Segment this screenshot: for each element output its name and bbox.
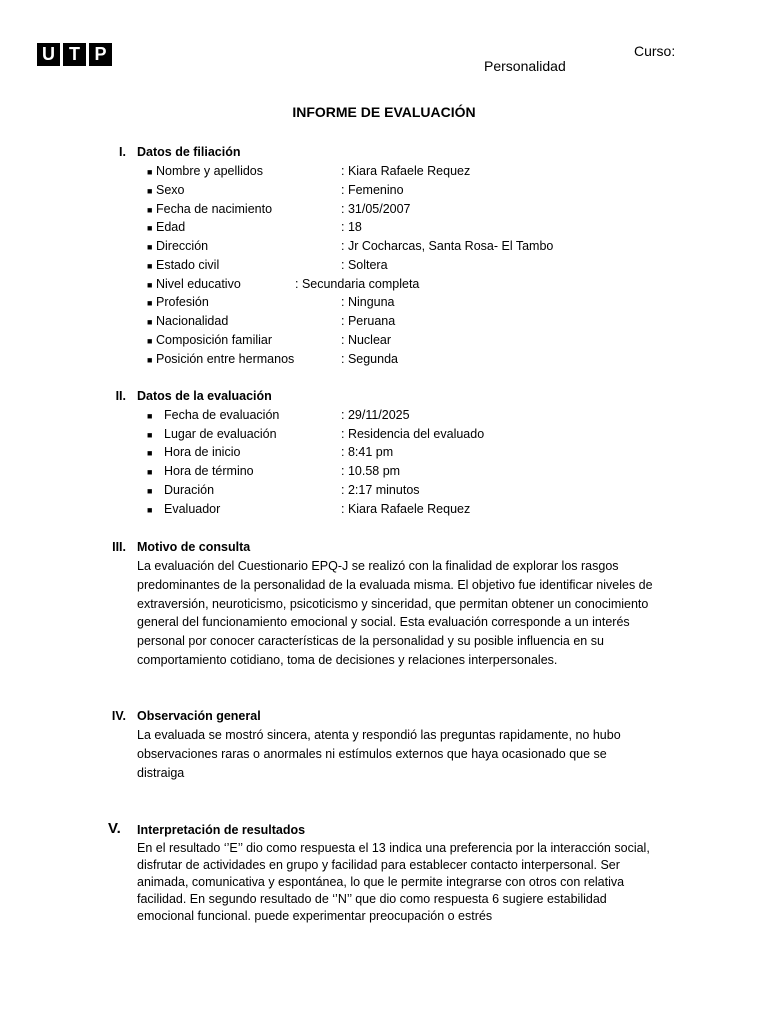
bullet-icon: ■ [147,242,153,252]
bullet-icon: ■ [147,205,153,215]
section-number: II. [115,389,126,403]
bullet-icon: ■ [147,186,153,196]
field-value: : 10.58 pm [341,464,401,478]
section-number: IV. [111,709,126,723]
section-number: I. [119,145,126,159]
bullet-icon: ■ [147,317,153,327]
bullet-icon: ■ [147,167,153,177]
bullet-icon: ■ [147,411,153,421]
field-value: : Ninguna [341,295,395,309]
field-label: Nombre y apellidos [156,164,263,178]
field-value: : Jr Cocharcas, Santa Rosa- El Tambo [341,239,554,253]
field-label: Dirección [156,239,209,253]
field-value: : 2:17 minutos [341,483,420,497]
field-label: Hora de inicio [164,445,241,459]
results-interpretation-text: En el resultado ‘’E’’ dio como respuesta el 13 indica una preferencia por la interacción social, disfrutar de actividades en grupo y facilidad para establecer contacto interpersonal. Ser animada, comunicativa y espontánea, lo que le permite integrarse con otros con relativa facilidad. En segundo resultado de ‘’N’’ que dio como respuesta 6 sugiere estabilidad emocional funcional. puede experimentar preocupación o estrés [137,841,650,923]
bullet-icon: ■ [147,467,153,477]
field-label: Fecha de evaluación [164,408,280,422]
field-value: : Secundaria completa [295,277,420,291]
general-observation-text: La evaluada se mostró sincera, atenta y respondió las preguntas rapidamente, no hubo observaciones raras o anormales ni estímulos externos que haya ocasionado que se distraiga [137,728,621,780]
bullet-icon: ■ [147,430,153,440]
field-value: : Soltera [341,258,388,272]
field-value: : 18 [341,220,362,234]
logo-letter: U [37,43,60,66]
section-title: Interpretación de resultados [137,823,306,837]
field-value: : 8:41 pm [341,445,394,459]
logo-letter: P [89,43,112,66]
bullet-icon: ■ [147,298,153,308]
section-title: Datos de la evaluación [137,389,272,403]
bullet-icon: ■ [147,223,153,233]
logo-letter: T [63,43,86,66]
field-value: : Segunda [341,352,398,366]
field-label: Fecha de nacimiento [156,202,273,216]
field-value: : Kiara Rafaele Requez [341,502,471,516]
field-label: Composición familiar [156,333,273,347]
field-label: Profesión [156,295,209,309]
bullet-icon: ■ [147,448,153,458]
section-title: Datos de filiación [137,145,241,159]
field-label: Nivel educativo [156,277,241,291]
section-number: V. [108,820,121,837]
field-label: Nacionalidad [156,314,229,328]
bullet-icon: ■ [147,336,153,346]
field-label: Edad [156,220,186,234]
consultation-reason-text: La evaluación del Cuestionario EPQ-J se realizó con la finalidad de explorar los rasgos predominantes de la personalidad de la evaluada misma. El objetivo fue identificar niveles de extraversión, neuroticismo, psicoticismo y sinceridad, que permitan obtener un conocimiento general del funcionamiento emocional y social. Esta evaluación corresponde a un interés personal por conocer características de la personalidad y su posible influencia en su comportamiento cotidiano, toma de decisiones y relaciones interpersonales. [137,559,653,667]
field-value: : Femenino [341,183,404,197]
field-label: Duración [164,483,215,497]
field-label: Hora de término [164,464,254,478]
document-title: INFORME DE EVALUACIÓN [292,104,476,120]
section-title: Observación general [137,709,261,723]
field-value: : Nuclear [341,333,392,347]
field-label: Lugar de evaluación [164,427,277,441]
course-label: Curso: [634,43,676,59]
field-label: Evaluador [164,502,221,516]
course-name: Personalidad [484,58,566,74]
bullet-icon: ■ [147,505,153,515]
bullet-icon: ■ [147,261,153,271]
field-value: : Peruana [341,314,396,328]
field-value: : Residencia del evaluado [341,427,485,441]
field-label: Posición entre hermanos [156,352,295,366]
field-value: : Kiara Rafaele Requez [341,164,471,178]
section-title: Motivo de consulta [137,540,251,554]
field-value: : 29/11/2025 [341,408,410,422]
section-number: III. [112,540,126,554]
field-label: Estado civil [156,258,220,272]
field-value: : 31/05/2007 [341,202,411,216]
bullet-icon: ■ [147,486,153,496]
bullet-icon: ■ [147,280,153,290]
field-label: Sexo [156,183,185,197]
bullet-icon: ■ [147,355,153,365]
utp-logo [37,43,112,66]
